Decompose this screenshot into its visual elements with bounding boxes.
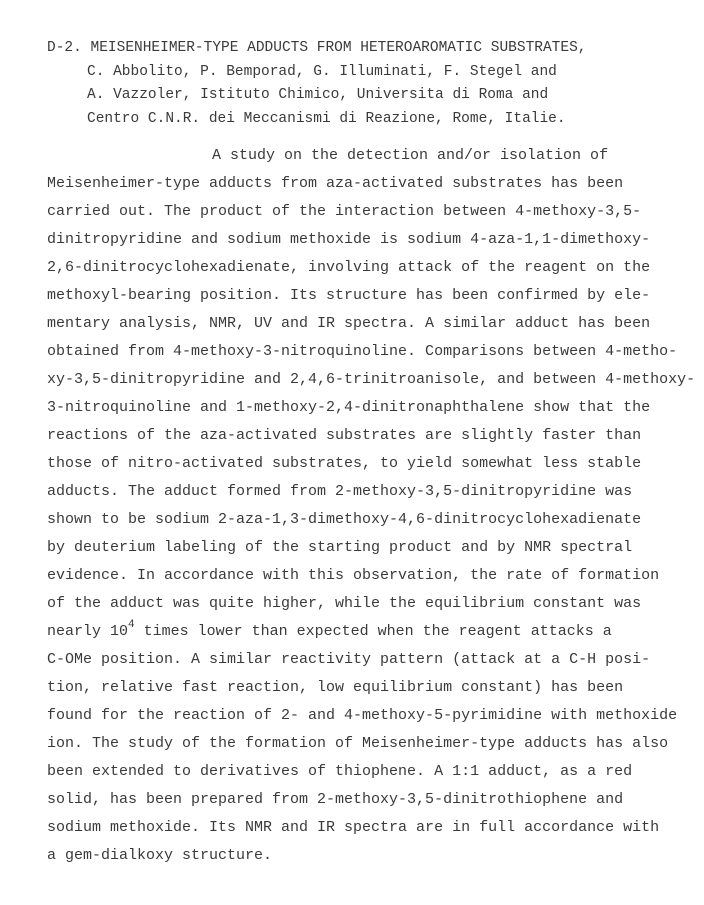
body-line: A study on the detection and/or isolation of: [212, 147, 609, 164]
body-line: tion, relative fast reaction, low equilibrium constant) has been: [47, 679, 624, 696]
authors-line: C. Abbolito, P. Bemporad, G. Illuminati, F. Stegel and: [87, 63, 557, 80]
document-header: [47, 37, 587, 131]
text: times lower than expected when the reagent attacks a: [134, 623, 612, 640]
body-line: sodium methoxide. Its NMR and IR spectra are in full accordance with: [47, 819, 660, 836]
body-line: been extended to derivatives of thiophene. A 1:1 adduct, as a red: [47, 763, 633, 780]
body-line: mentary analysis, NMR, UV and IR spectra. A similar adduct has been: [47, 315, 651, 332]
body-line: a gem-dialkoxy structure.: [47, 847, 273, 864]
body-line: 2,6-dinitrocyclohexadienate, involving attack of the reagent on the: [47, 259, 651, 276]
body-line: adducts. The adduct formed from 2-methoxy-3,5-dinitropyridine was: [47, 483, 633, 500]
abstract-body: [47, 142, 695, 870]
body-line: reactions of the aza-activated substrates are slightly faster than: [47, 427, 642, 444]
body-line: carried out. The product of the interaction between 4-methoxy-3,5-: [47, 203, 642, 220]
affiliation-line: Centro C.N.R. dei Meccanismi di Reazione, Rome, Italie.: [87, 110, 566, 127]
authors-line: A. Vazzoler, Istituto Chimico, Universita di Roma and: [87, 87, 549, 103]
paper-title: D-2. MEISENHEIMER-TYPE ADDUCTS FROM HETEROAROMATIC SUBSTRATES,: [47, 40, 587, 56]
body-line: ion. The study of the formation of Meisenheimer-type adducts has also: [47, 735, 669, 752]
body-line: C-OMe position. A similar reactivity pattern (attack at a C-H posi-: [47, 651, 651, 668]
body-line: dinitropyridine and sodium methoxide is sodium 4-aza-1,1-dimethoxy-: [47, 231, 651, 248]
body-line: Meisenheimer-type adducts from aza-activated substrates has been: [47, 175, 624, 192]
superscript-exponent: 4: [128, 619, 135, 631]
body-line: solid, has been prepared from 2-methoxy-3,5-dinitrothiophene and: [47, 791, 624, 808]
body-line: those of nitro-activated substrates, to yield somewhat less stable: [47, 455, 642, 472]
text: nearly 10: [47, 623, 129, 640]
body-line: 3-nitroquinoline and 1-methoxy-2,4-dinitronaphthalene show that the: [47, 399, 651, 416]
body-line: obtained from 4-methoxy-3-nitroquinoline. Comparisons between 4-metho-: [47, 343, 678, 360]
body-line: by deuterium labeling of the starting product and by NMR spectral: [47, 539, 633, 556]
body-line: methoxyl-bearing position. Its structure has been confirmed by ele-: [47, 287, 651, 304]
body-line: xy-3,5-dinitropyridine and 2,4,6-trinitroanisole, and between 4-methoxy-: [47, 371, 696, 388]
body-line: found for the reaction of 2- and 4-methoxy-5-pyrimidine with methoxide: [47, 707, 678, 724]
body-line: of the adduct was quite higher, while the equilibrium constant was: [47, 595, 642, 612]
body-line: shown to be sodium 2-aza-1,3-dimethoxy-4,6-dinitrocyclohexadienate: [47, 511, 642, 528]
body-line-superscript: [47, 618, 695, 646]
body-line: evidence. In accordance with this observation, the rate of formation: [47, 567, 660, 584]
